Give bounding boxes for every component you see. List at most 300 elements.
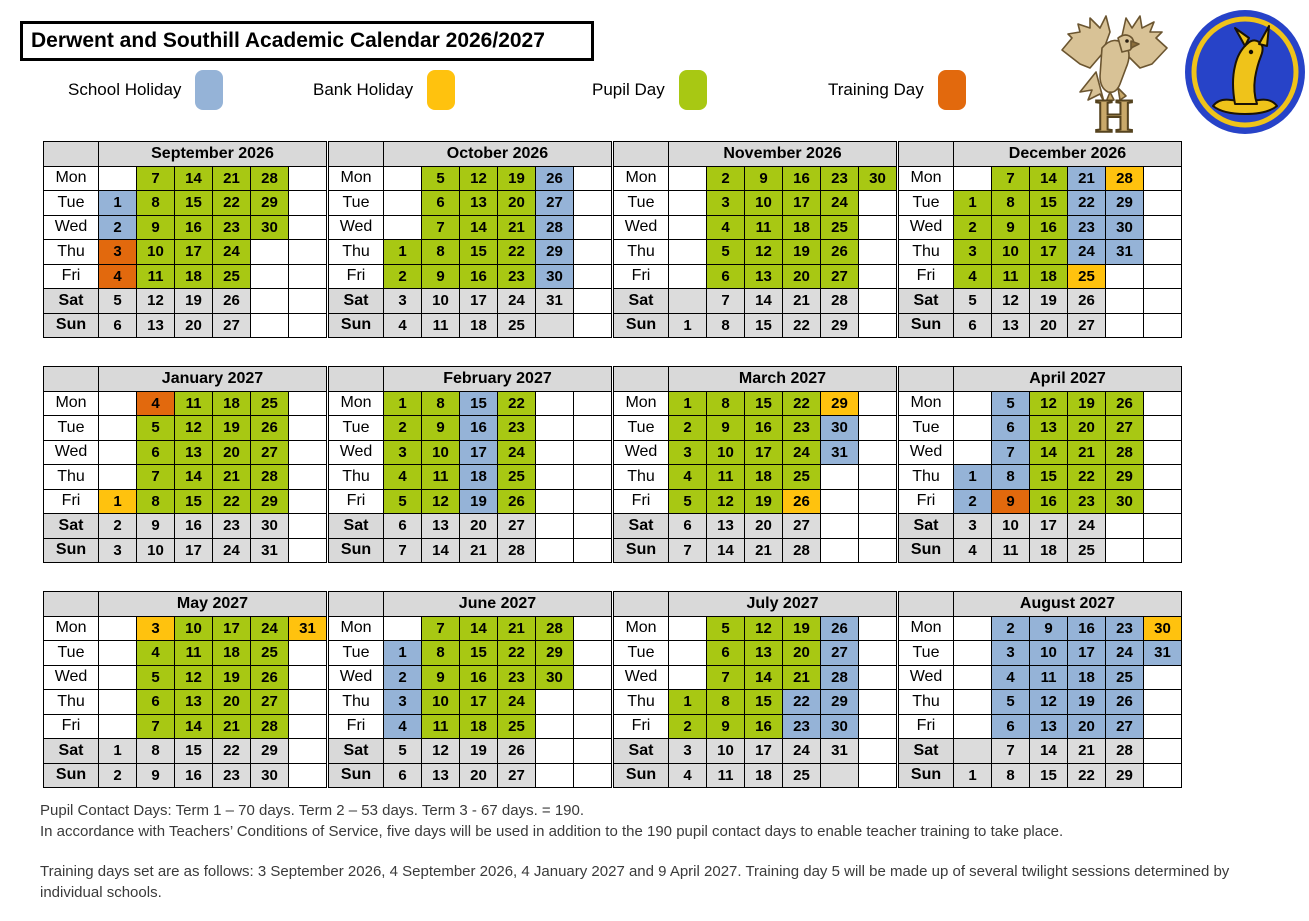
empty-cell (669, 665, 707, 690)
day-cell: 13 (137, 313, 175, 338)
empty-cell (859, 690, 897, 715)
day-cell: 29 (251, 739, 289, 764)
day-cell: 6 (954, 313, 992, 338)
day-cell: 4 (384, 313, 422, 338)
empty-cell (251, 240, 289, 265)
day-cell: 4 (137, 391, 175, 416)
month-header: July 2027 (669, 592, 897, 617)
day-cell: 25 (213, 264, 251, 289)
month-september-2026 (43, 141, 327, 338)
day-cell: 22 (498, 391, 536, 416)
month-table (328, 366, 612, 563)
day-cell: 15 (745, 391, 783, 416)
empty-cell (821, 514, 859, 539)
empty-cell (536, 416, 574, 441)
empty-cell (574, 763, 612, 788)
day-cell: 6 (137, 690, 175, 715)
empty-cell (251, 289, 289, 314)
day-cell: 14 (460, 215, 498, 240)
day-cell: 13 (745, 264, 783, 289)
empty-cell (1144, 739, 1182, 764)
empty-cell (821, 538, 859, 563)
day-cell: 20 (1068, 416, 1106, 441)
corner-cell (899, 142, 954, 167)
day-label: Thu (44, 690, 99, 715)
day-cell: 1 (99, 489, 137, 514)
day-cell: 18 (213, 391, 251, 416)
day-cell: 11 (422, 714, 460, 739)
day-cell: 30 (821, 714, 859, 739)
day-cell: 22 (213, 489, 251, 514)
month-table (43, 141, 327, 338)
empty-cell (574, 289, 612, 314)
day-label: Sat (614, 289, 669, 314)
day-cell: 3 (384, 289, 422, 314)
corner-cell (44, 142, 99, 167)
day-cell: 7 (707, 665, 745, 690)
day-cell: 8 (422, 240, 460, 265)
empty-cell (669, 191, 707, 216)
empty-cell (574, 264, 612, 289)
empty-cell (99, 166, 137, 191)
day-cell: 29 (1106, 191, 1144, 216)
day-cell: 1 (954, 465, 992, 490)
empty-cell (954, 416, 992, 441)
day-cell: 5 (992, 690, 1030, 715)
day-cell: 11 (1030, 665, 1068, 690)
empty-cell (1144, 763, 1182, 788)
empty-cell (859, 514, 897, 539)
empty-cell (1106, 514, 1144, 539)
day-cell: 19 (783, 616, 821, 641)
empty-cell (1144, 191, 1182, 216)
legend-item-training-day (828, 70, 966, 110)
day-cell: 20 (213, 690, 251, 715)
day-label: Tue (44, 191, 99, 216)
day-cell: 15 (460, 641, 498, 666)
corner-cell (614, 367, 669, 392)
month-table (898, 366, 1182, 563)
day-cell: 12 (175, 416, 213, 441)
day-cell: 10 (422, 440, 460, 465)
empty-cell (289, 166, 327, 191)
empty-cell (1106, 264, 1144, 289)
day-cell: 24 (821, 191, 859, 216)
day-cell: 15 (460, 391, 498, 416)
day-cell: 17 (175, 240, 213, 265)
day-label: Sat (44, 514, 99, 539)
day-cell: 3 (99, 538, 137, 563)
day-cell: 31 (821, 440, 859, 465)
day-cell: 16 (1068, 616, 1106, 641)
day-cell: 7 (137, 465, 175, 490)
day-cell: 16 (1030, 215, 1068, 240)
day-cell: 23 (498, 264, 536, 289)
day-label: Sun (614, 313, 669, 338)
day-cell: 13 (422, 763, 460, 788)
day-label: Fri (44, 264, 99, 289)
day-cell: 7 (992, 166, 1030, 191)
day-label: Sun (44, 538, 99, 563)
day-label: Fri (329, 264, 384, 289)
day-label: Fri (614, 714, 669, 739)
empty-cell (574, 616, 612, 641)
empty-cell (859, 489, 897, 514)
day-label: Wed (44, 665, 99, 690)
day-label: Mon (899, 616, 954, 641)
day-label: Sun (329, 763, 384, 788)
day-cell: 9 (422, 665, 460, 690)
day-label: Fri (899, 489, 954, 514)
day-cell: 9 (137, 215, 175, 240)
day-cell: 4 (707, 215, 745, 240)
legend-label: School Holiday (68, 80, 182, 99)
day-label: Mon (44, 391, 99, 416)
day-label: Sat (899, 289, 954, 314)
empty-cell (1144, 264, 1182, 289)
day-cell: 25 (1106, 665, 1144, 690)
day-label: Sun (614, 763, 669, 788)
day-cell: 23 (498, 416, 536, 441)
day-cell: 8 (707, 690, 745, 715)
day-cell: 24 (251, 616, 289, 641)
empty-cell (289, 690, 327, 715)
day-cell: 27 (536, 191, 574, 216)
day-cell: 27 (1106, 714, 1144, 739)
day-cell: 26 (821, 616, 859, 641)
day-cell: 10 (175, 616, 213, 641)
conditions-of-service-text: In accordance with Teachers’ Conditions of Service, five days will be used in addition to the 190 pupil contact days to enable teacher training to take place. (40, 823, 1064, 840)
empty-cell (859, 215, 897, 240)
empty-cell (1144, 690, 1182, 715)
bank-holiday-swatch (427, 70, 455, 110)
day-label: Sat (44, 289, 99, 314)
day-cell: 9 (707, 714, 745, 739)
day-cell: 11 (992, 264, 1030, 289)
empty-cell (1144, 166, 1182, 191)
day-cell: 31 (251, 538, 289, 563)
day-cell: 20 (1030, 313, 1068, 338)
day-cell: 5 (99, 289, 137, 314)
day-cell: 29 (821, 313, 859, 338)
empty-cell (289, 514, 327, 539)
day-cell: 29 (536, 240, 574, 265)
empty-cell (99, 616, 137, 641)
day-cell: 1 (384, 391, 422, 416)
day-cell: 10 (707, 739, 745, 764)
day-cell: 15 (745, 690, 783, 715)
empty-cell (536, 714, 574, 739)
day-cell: 14 (460, 616, 498, 641)
day-cell: 20 (460, 763, 498, 788)
day-label: Sat (329, 514, 384, 539)
day-label: Tue (44, 641, 99, 666)
empty-cell (289, 215, 327, 240)
empty-cell (574, 665, 612, 690)
empty-cell (1144, 538, 1182, 563)
day-cell: 23 (1068, 215, 1106, 240)
day-label: Wed (614, 665, 669, 690)
day-cell: 9 (422, 264, 460, 289)
day-cell: 27 (498, 763, 536, 788)
day-label: Mon (899, 391, 954, 416)
legend (0, 70, 1040, 114)
day-cell: 8 (137, 489, 175, 514)
day-cell: 13 (422, 514, 460, 539)
empty-cell (954, 739, 992, 764)
empty-cell (669, 289, 707, 314)
day-cell: 4 (99, 264, 137, 289)
day-label: Tue (329, 416, 384, 441)
day-cell: 22 (783, 313, 821, 338)
day-cell: 1 (954, 191, 992, 216)
day-label: Thu (614, 690, 669, 715)
empty-cell (99, 714, 137, 739)
day-cell: 26 (251, 665, 289, 690)
day-cell: 27 (1068, 313, 1106, 338)
month-july-2027 (613, 591, 897, 788)
empty-cell (574, 489, 612, 514)
day-cell: 6 (384, 514, 422, 539)
day-cell: 11 (992, 538, 1030, 563)
day-cell: 25 (783, 763, 821, 788)
day-cell: 31 (1106, 240, 1144, 265)
empty-cell (289, 191, 327, 216)
empty-cell (99, 391, 137, 416)
day-label: Sat (44, 739, 99, 764)
day-cell: 10 (422, 289, 460, 314)
empty-cell (1106, 313, 1144, 338)
day-cell: 11 (707, 763, 745, 788)
day-cell: 23 (498, 665, 536, 690)
day-cell: 21 (783, 665, 821, 690)
day-cell: 17 (783, 191, 821, 216)
day-cell: 24 (498, 289, 536, 314)
day-cell: 25 (251, 391, 289, 416)
day-cell: 29 (821, 391, 859, 416)
day-label: Mon (44, 166, 99, 191)
month-january-2027 (43, 366, 327, 563)
day-cell: 15 (1030, 191, 1068, 216)
month-march-2027 (613, 366, 897, 563)
day-cell: 14 (745, 289, 783, 314)
empty-cell (954, 440, 992, 465)
day-cell: 21 (783, 289, 821, 314)
day-cell: 29 (251, 489, 289, 514)
day-cell: 15 (175, 191, 213, 216)
day-cell: 6 (137, 440, 175, 465)
corner-cell (329, 592, 384, 617)
day-cell: 28 (536, 616, 574, 641)
day-cell: 18 (460, 714, 498, 739)
day-label: Thu (329, 240, 384, 265)
day-cell: 22 (1068, 465, 1106, 490)
day-label: Sun (899, 538, 954, 563)
day-label: Wed (614, 215, 669, 240)
day-cell: 16 (175, 514, 213, 539)
day-cell: 14 (1030, 739, 1068, 764)
empty-cell (821, 763, 859, 788)
page-title-box (20, 21, 594, 61)
day-cell: 27 (821, 264, 859, 289)
empty-cell (289, 391, 327, 416)
day-cell: 28 (821, 289, 859, 314)
day-cell: 4 (384, 714, 422, 739)
month-header: January 2027 (99, 367, 327, 392)
day-label: Fri (329, 489, 384, 514)
day-cell: 8 (137, 739, 175, 764)
day-cell: 26 (783, 489, 821, 514)
day-cell: 9 (707, 416, 745, 441)
empty-cell (859, 289, 897, 314)
day-cell: 20 (175, 313, 213, 338)
day-cell: 18 (213, 641, 251, 666)
day-cell: 21 (460, 538, 498, 563)
day-cell: 3 (384, 690, 422, 715)
day-cell: 26 (536, 166, 574, 191)
month-table (328, 141, 612, 338)
day-cell: 15 (460, 240, 498, 265)
day-cell: 13 (745, 641, 783, 666)
empty-cell (669, 166, 707, 191)
day-cell: 18 (783, 215, 821, 240)
day-label: Wed (329, 665, 384, 690)
day-cell: 22 (783, 690, 821, 715)
day-cell: 25 (1068, 264, 1106, 289)
day-label: Mon (899, 166, 954, 191)
empty-cell (859, 714, 897, 739)
empty-cell (1106, 538, 1144, 563)
eagle-on-h-school-logo-icon (1052, 8, 1177, 136)
empty-cell (859, 191, 897, 216)
empty-cell (574, 538, 612, 563)
day-label: Tue (899, 641, 954, 666)
day-cell: 4 (954, 538, 992, 563)
day-cell: 12 (745, 616, 783, 641)
month-april-2027 (898, 366, 1182, 563)
month-header: December 2026 (954, 142, 1182, 167)
month-header: June 2027 (384, 592, 612, 617)
training-day-swatch (938, 70, 966, 110)
day-cell: 21 (498, 215, 536, 240)
day-cell: 17 (745, 739, 783, 764)
empty-cell (536, 514, 574, 539)
empty-cell (954, 166, 992, 191)
day-cell: 20 (783, 641, 821, 666)
empty-cell (859, 739, 897, 764)
day-label: Sun (329, 313, 384, 338)
day-cell: 30 (251, 215, 289, 240)
day-cell: 27 (1106, 416, 1144, 441)
day-cell: 22 (1068, 763, 1106, 788)
day-cell: 20 (745, 514, 783, 539)
day-label: Fri (614, 489, 669, 514)
empty-cell (669, 641, 707, 666)
day-label: Fri (899, 714, 954, 739)
day-cell: 18 (745, 763, 783, 788)
day-cell: 3 (99, 240, 137, 265)
legend-item-pupil-day (592, 70, 707, 110)
day-cell: 12 (422, 739, 460, 764)
day-cell: 18 (1030, 538, 1068, 563)
day-label: Thu (44, 465, 99, 490)
day-cell: 26 (498, 489, 536, 514)
day-cell: 5 (137, 665, 175, 690)
corner-cell (899, 367, 954, 392)
day-cell: 6 (992, 714, 1030, 739)
day-label: Sat (329, 739, 384, 764)
day-cell: 17 (460, 289, 498, 314)
day-cell: 19 (175, 289, 213, 314)
day-cell: 24 (213, 240, 251, 265)
page-title: Derwent and Southill Academic Calendar 2026/2027 (31, 29, 545, 52)
month-table (328, 591, 612, 788)
corner-cell (899, 592, 954, 617)
day-cell: 27 (213, 313, 251, 338)
day-cell: 2 (99, 763, 137, 788)
day-cell: 19 (745, 489, 783, 514)
day-cell: 16 (460, 264, 498, 289)
empty-cell (289, 289, 327, 314)
day-cell: 18 (745, 465, 783, 490)
day-cell: 28 (821, 665, 859, 690)
day-cell: 14 (1030, 166, 1068, 191)
month-header: March 2027 (669, 367, 897, 392)
empty-cell (289, 538, 327, 563)
day-cell: 28 (251, 166, 289, 191)
day-cell: 30 (859, 166, 897, 191)
day-cell: 21 (213, 465, 251, 490)
day-cell: 2 (99, 215, 137, 240)
day-cell: 10 (137, 240, 175, 265)
day-cell: 23 (1068, 489, 1106, 514)
empty-cell (536, 538, 574, 563)
day-cell: 3 (954, 514, 992, 539)
empty-cell (954, 391, 992, 416)
day-label: Fri (44, 489, 99, 514)
corner-cell (614, 142, 669, 167)
day-label: Wed (899, 440, 954, 465)
day-cell: 2 (992, 616, 1030, 641)
day-label: Wed (614, 440, 669, 465)
empty-cell (574, 416, 612, 441)
day-cell: 27 (498, 514, 536, 539)
day-cell: 14 (1030, 440, 1068, 465)
empty-cell (669, 264, 707, 289)
day-label: Thu (329, 465, 384, 490)
empty-cell (1144, 391, 1182, 416)
day-label: Sun (899, 313, 954, 338)
day-label: Tue (329, 191, 384, 216)
empty-cell (859, 240, 897, 265)
day-label: Mon (614, 391, 669, 416)
day-cell: 4 (137, 641, 175, 666)
day-cell: 24 (1068, 240, 1106, 265)
legend-label: Training Day (828, 80, 924, 99)
footer-notes (40, 800, 1290, 903)
day-cell: 28 (536, 215, 574, 240)
day-cell: 1 (384, 240, 422, 265)
day-cell: 19 (460, 489, 498, 514)
day-cell: 30 (251, 514, 289, 539)
empty-cell (536, 690, 574, 715)
empty-cell (99, 440, 137, 465)
day-cell: 12 (422, 489, 460, 514)
day-cell: 9 (422, 416, 460, 441)
empty-cell (574, 514, 612, 539)
day-cell: 29 (251, 191, 289, 216)
empty-cell (669, 616, 707, 641)
